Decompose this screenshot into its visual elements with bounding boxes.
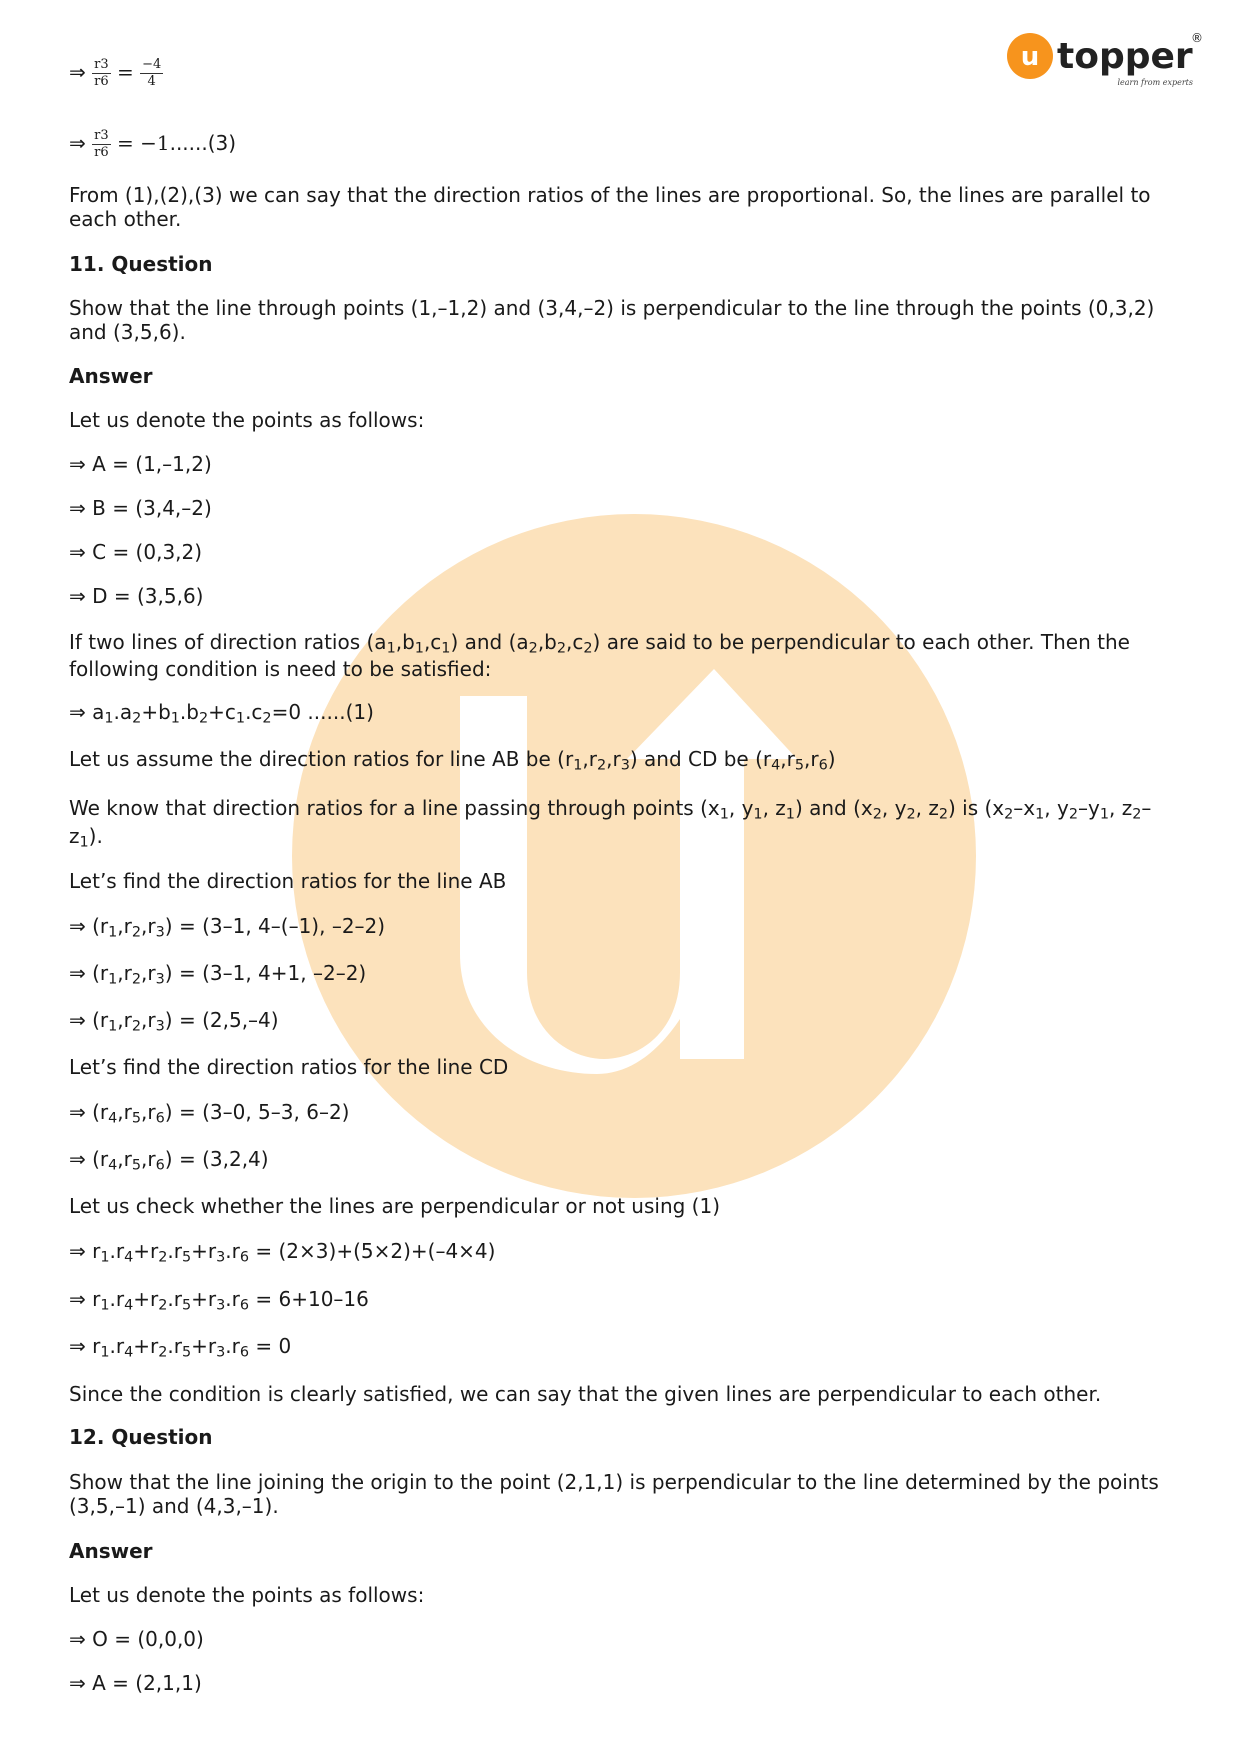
conclusion-parallel: From (1),(2),(3) we can say that the direction ratios of the lines are proportional. So, the lines are parallel to each other. bbox=[69, 183, 1151, 231]
ab-step-1: ⇒ $(r_1,r_2,r_3) = (3-1$, 4–(–1), –2–2) bbox=[69, 914, 386, 941]
denote-points: Let us denote the points as follows: bbox=[69, 408, 425, 432]
cd-step-1: ⇒ $(r_4,r_5,r_6) = (3-0$, 5–3, 6–2) bbox=[69, 1100, 350, 1127]
answer-11-heading: Answer bbox=[69, 364, 153, 388]
perpendicular-condition-paragraph: If two lines of direction ratios $(a_1,b_1,c_1)$ and $(a_2,b_2,c_2)$ are said to be perpendicular to each other. Then the following condition is need to be satisfied: bbox=[69, 630, 1130, 681]
find-ab-heading: Let’s find the direction ratios for the line AB bbox=[69, 869, 507, 893]
question-11-heading: 11. Question bbox=[69, 252, 213, 276]
point-d: ⇒ D = (3,5,6) bbox=[69, 584, 204, 608]
direction-ratio-formula: We know that direction ratios for a line passing through points ($x_1$, $y_1$, $z_1$) and ($x_2$, $y_2$, $z_2$) is ($x_2-x_1$, $y_2-y_1$, $z_2-z_1$). bbox=[69, 796, 1152, 851]
find-cd-heading: Let’s find the direction ratios for the line CD bbox=[69, 1055, 509, 1079]
check-step-2: ⇒ $r_1.r_4+r_2.r_5+r_3.r_6 = 6+10-16$ bbox=[69, 1287, 369, 1314]
equation-line-r3-r6-ratio: ⇒ $\frac{r3}{r6}$ = $\frac{-4}{4}$ bbox=[69, 57, 162, 89]
logo-registered: ® bbox=[1191, 31, 1203, 45]
point-o: ⇒ O = (0,0,0) bbox=[69, 1627, 204, 1651]
logo-tagline: learn from experts bbox=[1117, 78, 1193, 87]
cd-step-2: ⇒ $(r_4,r_5,r_6) = (3,2,4)$ bbox=[69, 1147, 269, 1174]
point-b: ⇒ B = (3,4,–2) bbox=[69, 496, 212, 520]
point-a: ⇒ A = (1,–1,2) bbox=[69, 452, 212, 476]
question-12-text: Show that the line joining the origin to the point (2,1,1) is perpendicular to the line determined by the points (3,5,–1) and (4,3,–1). bbox=[69, 1470, 1159, 1518]
question-12-heading: 12. Question bbox=[69, 1425, 213, 1449]
ab-step-3: ⇒ $(r_1,r_2,r_3) = (2,5,-4)$ bbox=[69, 1008, 279, 1035]
topper-logo bbox=[1007, 30, 1207, 92]
equation-line-3: ⇒ $\frac{r3}{r6}$ = −1......(3) bbox=[69, 128, 237, 160]
watermark-logo-icon bbox=[292, 514, 976, 1198]
answer-12-heading: Answer bbox=[69, 1539, 153, 1563]
denote-points-2: Let us denote the points as follows: bbox=[69, 1583, 425, 1607]
logo-wordmark: topper bbox=[1057, 36, 1193, 77]
conclusion-perpendicular: Since the condition is clearly satisfied, we can say that the given lines are perpendicular to each other. bbox=[69, 1382, 1102, 1406]
point-a-2: ⇒ A = (2,1,1) bbox=[69, 1671, 202, 1695]
ab-step-2: ⇒ $(r_1,r_2,r_3) = (3-1$, 4+1, –2–2) bbox=[69, 961, 367, 988]
point-c: ⇒ C = (0,3,2) bbox=[69, 540, 203, 564]
check-perpendicular: Let us check whether the lines are perpendicular or not using (1) bbox=[69, 1194, 721, 1218]
check-step-3: ⇒ $r_1.r_4+r_2.r_5+r_3.r_6 = 0$ bbox=[69, 1334, 292, 1361]
question-11-text: Show that the line through points (1,–1,2) and (3,4,–2) is perpendicular to the line through the points (0,3,2) and (3,5,6). bbox=[69, 296, 1155, 344]
assume-direction-ratios: Let us assume the direction ratios for line AB be $(r_1,r_2,r_3)$ and CD be $(r_4,r_5,r_6)$ bbox=[69, 747, 836, 774]
logo-mark: u bbox=[1020, 42, 1040, 72]
condition-equation-1: ⇒ $a_1.a_2+b_1.b_2+c_1.c_2=0$ ......(1) bbox=[69, 700, 374, 727]
check-step-1: ⇒ $r_1.r_4+r_2.r_5+r_3.r_6 = (2\times 3)+(5\times 2)+(-4\times 4)$ bbox=[69, 1239, 496, 1266]
